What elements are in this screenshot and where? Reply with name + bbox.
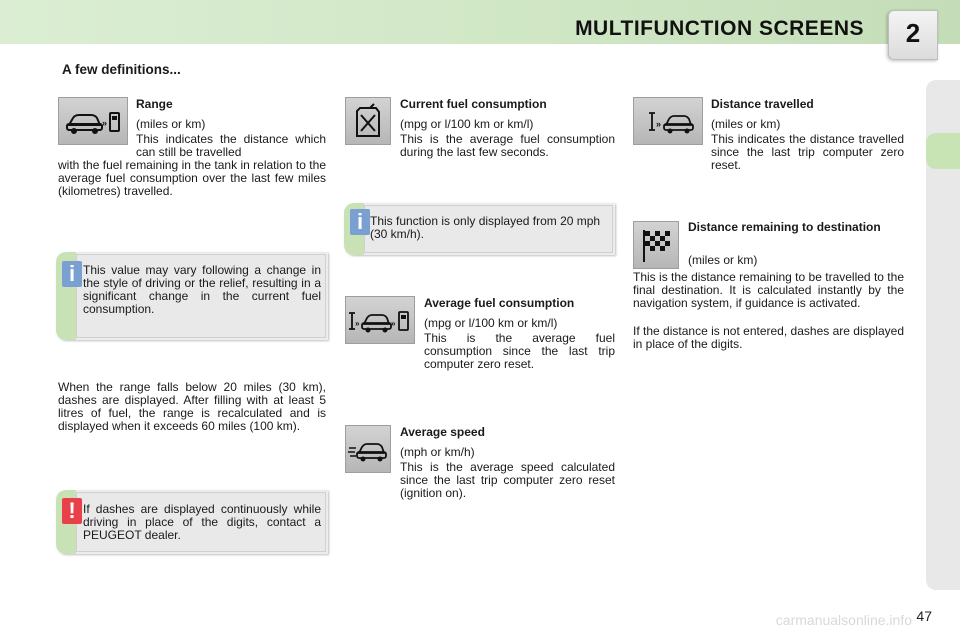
distance-travelled-unit: (miles or km) — [711, 117, 781, 131]
info-note-range — [56, 252, 328, 340]
info-icon: i — [62, 261, 82, 287]
distance-remaining-title: Distance remaining to destination — [688, 220, 881, 234]
distance-remaining-unit: (miles or km) — [688, 253, 758, 267]
current-fuel-unit: (mpg or l/100 km or km/l) — [400, 117, 534, 131]
checkered-flag-icon — [633, 221, 679, 269]
chapter-number: 2 — [905, 18, 921, 48]
distance-travelled-text: This indicates the distance travelled since the last trip computer zero reset. — [711, 132, 904, 172]
distance-car-icon — [633, 97, 703, 145]
average-fuel-title: Average fuel consumption — [424, 296, 575, 310]
page-title: MULTIFUNCTION SCREENS — [575, 17, 864, 40]
distance-travelled-title: Distance travelled — [711, 97, 814, 111]
svg-text:»: » — [355, 319, 360, 328]
svg-text:»: » — [391, 319, 396, 328]
header-band — [0, 0, 960, 44]
warning-icon: ! — [62, 498, 82, 524]
range-unit: (miles or km) — [136, 117, 206, 131]
info-icon: i — [350, 209, 370, 235]
info-note-current-fuel — [344, 203, 615, 255]
info-note-range-text: This value may vary following a change in the style of driving or the relief, resulting in a significant change in the current fuel consumption. — [83, 263, 321, 316]
current-fuel-text: This is the average fuel consumption during the last few seconds. — [400, 132, 615, 159]
fuel-can-icon — [345, 97, 391, 145]
average-fuel-unit: (mpg or l/100 km or km/l) — [424, 316, 558, 330]
svg-text:»: » — [102, 118, 108, 128]
average-fuel-text: This is the average fuel consumption since the last trip computer zero reset. — [424, 331, 615, 371]
watermark: carmanualsonline.info — [775, 612, 912, 628]
info-note-current-fuel-text: This function is only displayed from 20 mph (30 km/h). — [370, 214, 601, 241]
range-dashes-text: When the range falls below 20 miles (30 km), dashes are displayed. After filling with at least 5 litres of fuel, the range is recalculated and is displayed when it exceeds 60 miles (100 km). — [58, 380, 326, 433]
average-speed-text: This is the average speed calculated since the last trip computer zero reset (ignition on). — [400, 460, 615, 500]
warning-note-dashes-text: If dashes are displayed continuously while driving in place of the digits, contact a PEUGEOT dealer. — [83, 502, 321, 542]
range-text: with the fuel remaining in the tank in relation to the average fuel consumption over the last few miles (kilometres) travelled. — [58, 158, 326, 198]
chapter-tab — [888, 10, 938, 60]
range-title: Range — [136, 97, 173, 111]
average-speed-unit: (mph or km/h) — [400, 445, 475, 459]
distance-remaining-text-2: If the distance is not entered, dashes are displayed in place of the digits. — [633, 324, 904, 351]
distance-car-fuel-pump-icon — [345, 296, 415, 344]
svg-text:»: » — [656, 119, 662, 129]
page-number: 47 — [916, 608, 932, 624]
car-to-fuel-pump-icon — [58, 97, 128, 145]
speeding-car-icon — [345, 425, 391, 473]
warning-note-dashes — [56, 490, 328, 554]
section-heading: A few definitions... — [62, 62, 181, 77]
side-chapter-marker — [926, 133, 960, 169]
average-speed-title: Average speed — [400, 425, 485, 439]
distance-remaining-text: This is the distance remaining to be travelled to the final destination. It is calculated instantly by the navigation system, if guidance is activated. — [633, 270, 904, 310]
current-fuel-title: Current fuel consumption — [400, 97, 547, 111]
range-text-intro: This indicates the distance which can still be travelled — [136, 132, 326, 159]
